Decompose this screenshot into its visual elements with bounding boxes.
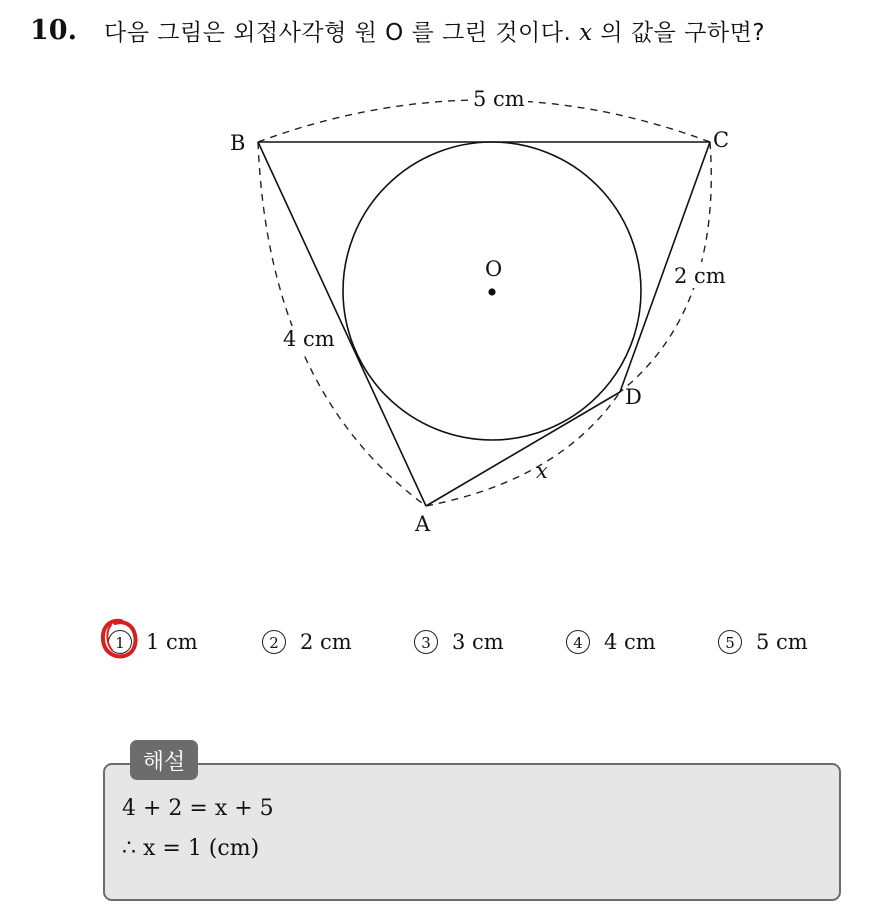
solution-line-1: 4 + 2 = x + 5	[122, 796, 274, 821]
question-number: 10.	[30, 14, 77, 46]
side-ad	[426, 392, 620, 506]
label-length-right: 2 cm	[674, 264, 726, 288]
choice-text-2: 2 cm	[300, 630, 352, 654]
label-c: C	[713, 128, 730, 152]
label-length-left: 4 cm	[283, 327, 335, 351]
solution-box	[103, 763, 841, 901]
choice-2[interactable]	[262, 622, 352, 662]
choice-text-1: 1 cm	[146, 630, 198, 654]
question-text-before: 다음 그림은 외접사각형 원 O 를 그린 것이다.	[104, 19, 572, 46]
choice-number-4: 4	[566, 630, 590, 654]
choice-number-5: 5	[718, 630, 742, 654]
solution-tag: 해설	[130, 740, 198, 780]
solution-line-2: ∴ x = 1 (cm)	[122, 836, 260, 861]
question-text-after: 의 값을 구하면?	[600, 19, 766, 46]
choice-number-3: 3	[414, 630, 438, 654]
label-a: A	[415, 512, 431, 536]
answer-mark-icon	[100, 617, 138, 661]
label-length-x: x	[536, 459, 548, 483]
choice-text-4: 4 cm	[604, 630, 656, 654]
label-b: B	[230, 131, 246, 155]
choice-3[interactable]	[414, 622, 504, 662]
choice-4[interactable]	[566, 622, 656, 662]
choice-number-1: 1	[108, 630, 132, 654]
question-variable: x	[579, 19, 593, 46]
choice-text-3: 3 cm	[452, 630, 504, 654]
label-length-top: 5 cm	[473, 87, 525, 111]
answer-choices	[108, 622, 828, 662]
label-d: D	[625, 385, 642, 409]
choice-5[interactable]	[718, 622, 808, 662]
choice-text-5: 5 cm	[756, 630, 808, 654]
label-o: O	[485, 257, 503, 281]
center-point	[488, 288, 495, 295]
choice-number-2: 2	[262, 630, 286, 654]
side-ba	[258, 142, 426, 506]
